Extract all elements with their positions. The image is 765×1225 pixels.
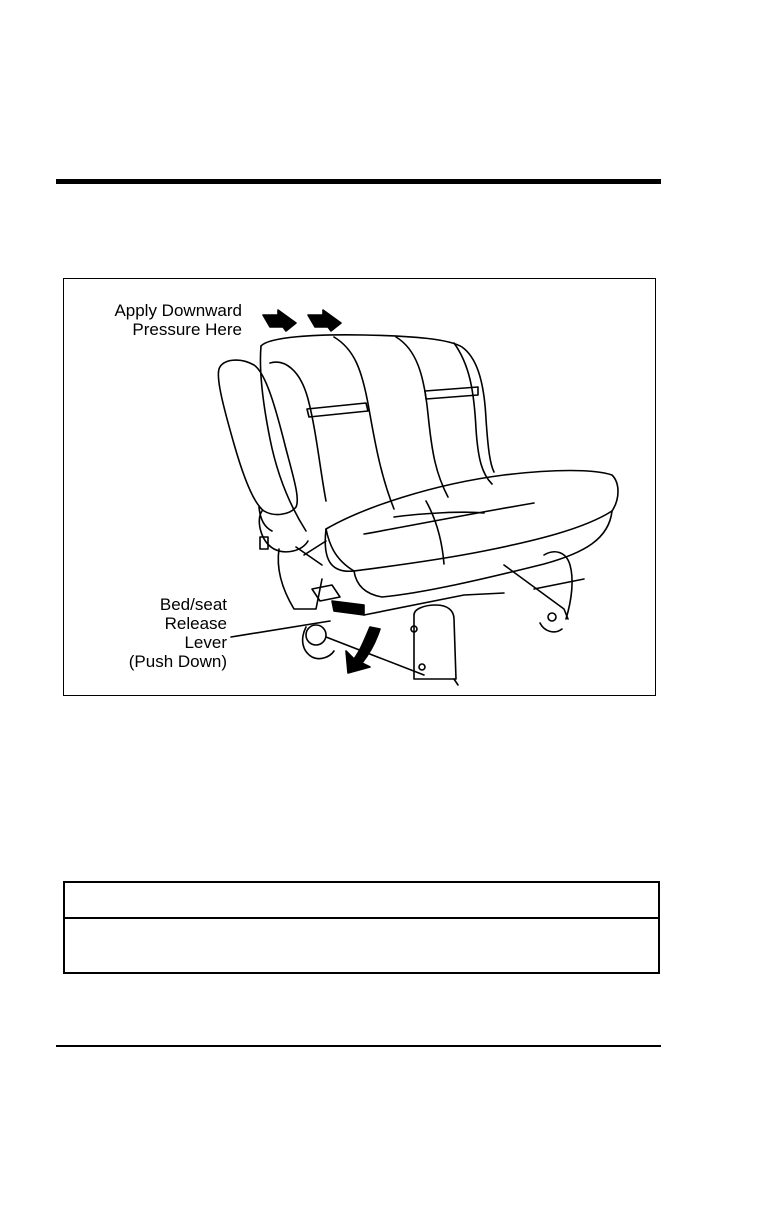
- release-lever-label-line1: Bed/seat: [159, 595, 227, 614]
- pressure-label-line1: Apply Downward: [114, 301, 242, 320]
- seat-illustration: [64, 279, 655, 695]
- note-box-divider: [65, 917, 658, 919]
- pressure-arrow-icon: [263, 310, 341, 331]
- release-lever-label-line4: (Push Down): [128, 652, 227, 671]
- pressure-label-line2: Pressure Here: [132, 320, 242, 339]
- seat-figure: [63, 278, 656, 696]
- header-rule: [56, 179, 661, 184]
- note-box: [63, 881, 660, 974]
- release-lever-label-line2: Release: [164, 614, 227, 633]
- footer-rule: [56, 1045, 661, 1047]
- push-down-arrow-icon: [346, 627, 380, 673]
- release-lever-label-line3: Lever: [184, 633, 227, 652]
